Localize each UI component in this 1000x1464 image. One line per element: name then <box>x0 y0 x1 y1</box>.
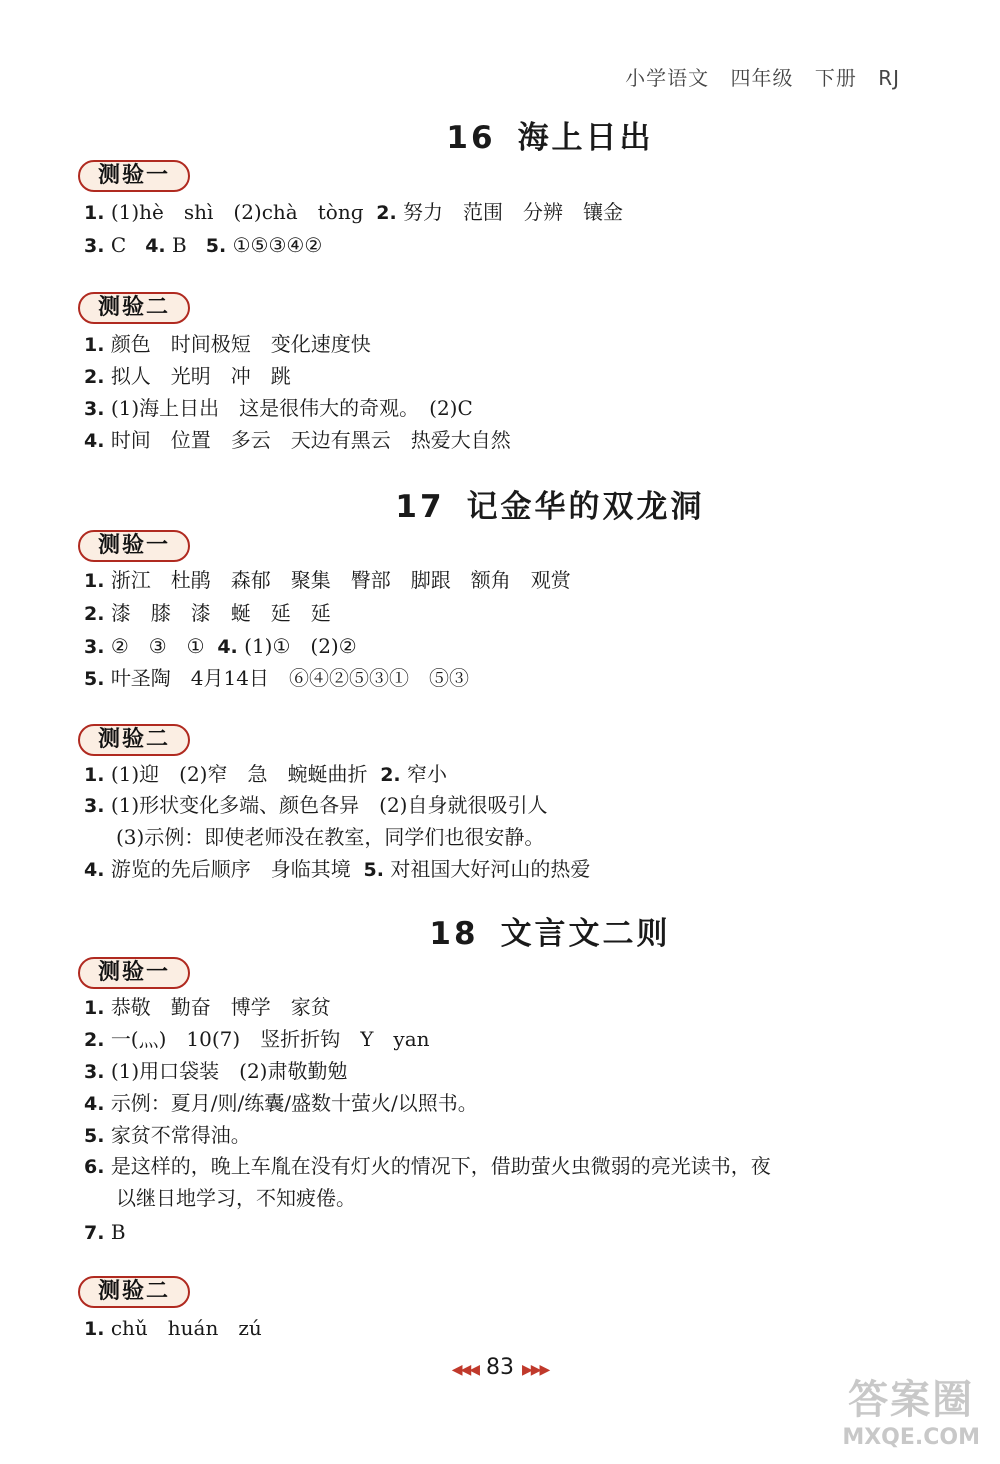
lesson-number: 17 <box>395 489 445 525</box>
lesson-title <box>0 112 1000 157</box>
answer-row: 3. C 4. B 5. ①⑤③④② <box>84 233 323 257</box>
lesson-title <box>0 481 1000 526</box>
lesson-name: 海上日出 <box>517 120 654 156</box>
watermark <box>842 1368 980 1450</box>
answer-row: 4. 示例：夏月/则/练囊/盛数十萤火/以照书。 <box>84 1091 478 1115</box>
lesson-number: 16 <box>446 120 496 156</box>
arrow-left-icon: ◀◀◀ <box>451 1362 478 1378</box>
answer-row: 4. 时间 位置 多云 天边有黑云 热爱大自然 <box>84 428 511 452</box>
answer-row: 1. (1)hè shì (2)chà tònɡ 2. 努力 范围 分辨 镶金 <box>84 200 624 224</box>
answer-row: 2. 一(灬) 10(7) 竖折折钩 Y yan <box>84 1027 430 1051</box>
watermark-url: MXQE.COM <box>842 1425 980 1450</box>
lesson-number: 18 <box>429 916 479 952</box>
answer-row: 以继日地学习，不知疲倦。 <box>116 1186 356 1210</box>
test-badge: 测验二 <box>78 724 190 756</box>
answer-row: 4. 游览的先后顺序 身临其境 5. 对祖国大好河山的热爱 <box>84 857 591 881</box>
answer-row: 6. 是这样的，晚上车胤在没有灯火的情况下，借助萤火虫微弱的亮光读书，夜 <box>84 1154 771 1178</box>
header-grade: 四年级 <box>730 66 794 90</box>
page-header <box>611 62 900 91</box>
answer-row: 1. 颜色 时间极短 变化速度快 <box>84 332 371 356</box>
test-badge: 测验一 <box>78 530 190 562</box>
test-badge: 测验二 <box>78 292 190 324</box>
answer-row: 5. 叶圣陶 4月14日 ⑥④②⑤③① ⑤③ <box>84 666 469 690</box>
arrow-right-icon: ▶▶▶ <box>522 1362 549 1378</box>
answer-row: 5. 家贫不常得油。 <box>84 1123 251 1147</box>
answer-row: 3. (1)用口袋装 (2)肃敬勤勉 <box>84 1059 348 1083</box>
test-badge: 测验一 <box>78 957 190 989</box>
page-number: 83 <box>486 1355 514 1380</box>
answer-row: 1. 恭敬 勤奋 博学 家贫 <box>84 995 331 1019</box>
header-subject: 小学语文 <box>625 66 710 90</box>
answer-row: 2. 拟人 光明 冲 跳 <box>84 364 291 388</box>
lesson-name: 文言文二则 <box>500 916 671 952</box>
answer-row: 3. ② ③ ① 4. (1)① (2)② <box>84 634 357 658</box>
answer-row: 1. 浙江 杜鹃 森郁 聚集 臀部 脚跟 额角 观赏 <box>84 568 571 592</box>
header-term: 下册 <box>814 66 857 90</box>
answer-row: 3. (1)海上日出 这是很伟大的奇观。 (2)C <box>84 396 473 420</box>
answer-row: 2. 漆 膝 漆 蜒 延 延 <box>84 601 331 625</box>
test-badge: 测验一 <box>78 160 190 192</box>
answer-row: 3. (1)形状变化多端、颜色各异 (2)自身就很吸引人 <box>84 793 548 817</box>
lesson-title <box>0 908 1000 953</box>
answer-row: 1. chǔ huán zú <box>84 1316 262 1340</box>
answer-row: 7. B <box>84 1220 126 1244</box>
answer-row: 1. (1)迎 (2)窄 急 蜿蜒曲折 2. 窄小 <box>84 762 448 786</box>
test-badge: 测验二 <box>78 1276 190 1308</box>
watermark-logo: 答案圈 <box>848 1377 975 1423</box>
answer-row: (3)示例：即使老师没在教室，同学们也很安静。 <box>116 825 545 849</box>
header-edition: RJ <box>878 66 900 90</box>
lesson-name: 记金华的双龙洞 <box>466 489 705 525</box>
